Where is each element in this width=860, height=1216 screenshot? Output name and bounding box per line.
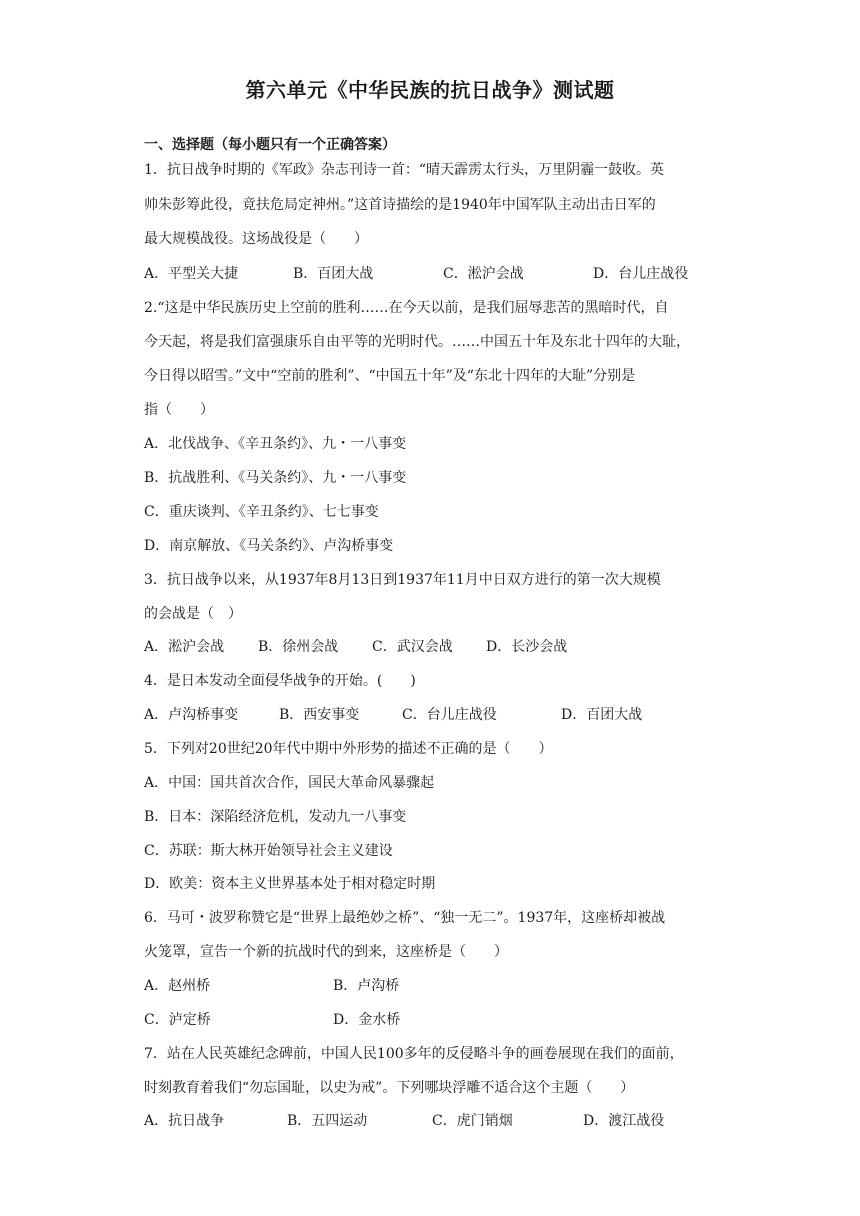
question-1-line-2: 帅朱彭筹此役，竟扶危局定神州。”这首诗描绘的是1940年中国军队主动出击日军的 <box>144 197 656 213</box>
question-4-option-d: D．百团大战 <box>561 707 643 723</box>
question-3-option-c: C．武汉会战 <box>372 639 453 655</box>
question-7-option-d: D．渡江战役 <box>583 1113 665 1129</box>
question-7-line-2: 时刻教育着我们“勿忘国耻，以史为戒”。下列哪块浮雕不适合这个主题（ ） <box>144 1080 635 1096</box>
question-1-line-3: 最大规模战役。这场战役是（ ） <box>144 231 368 247</box>
question-2-option-d: D．南京解放、《马关条约》、卢沟桥事变 <box>144 538 394 554</box>
question-5-line-1: 5．下列对20世纪20年代中期中外形势的描述不正确的是（ ） <box>144 741 553 757</box>
question-3-option-a: A．淞沪会战 <box>144 639 225 655</box>
question-2-line-2: 今天起，将是我们富强康乐自由平等的光明时代。……中国五十年及东北十四年的大耻， <box>144 334 690 350</box>
question-7-line-1: 7．站在人民英雄纪念碑前，中国人民100多年的反侵略斗争的画卷展现在我们的面前， <box>144 1046 684 1062</box>
question-5-option-b: B．日本：深陷经济危机，发动九一八事变 <box>144 809 407 825</box>
question-3-option-d: D．长沙会战 <box>486 639 568 655</box>
question-2-option-c: C．重庆谈判、《辛丑条约》、七七事变 <box>144 504 379 520</box>
question-5-option-d: D．欧美：资本主义世界基本处于相对稳定时期 <box>144 876 436 892</box>
question-2-option-a: A．北伐战争、《辛丑条约》、九・一八事变 <box>144 436 407 452</box>
question-2-option-b: B．抗战胜利、《马关条约》、九・一八事变 <box>144 470 407 486</box>
question-1-option-c: C．淞沪会战 <box>443 266 524 282</box>
question-3-option-b: B．徐州会战 <box>258 639 339 655</box>
question-5-option-a: A．中国：国共首次合作，国民大革命风暴骤起 <box>144 775 435 791</box>
question-1-option-d: D．台儿庄战役 <box>593 266 689 282</box>
question-1-option-b: B．百团大战 <box>293 266 374 282</box>
question-4-line-1: 4．是日本发动全面侵华战争的开始。( ) <box>144 673 416 689</box>
question-6-line-2: 火笼罩，宣告一个新的抗战时代的到来，这座桥是（ ） <box>144 944 508 960</box>
question-3-line-2: 的会战是（ ） <box>144 606 242 622</box>
question-7-option-b: B．五四运动 <box>287 1113 368 1129</box>
question-6-line-1: 6．马可・波罗称赞它是“世界上最绝妙之桥”、“独一无二”。1937年，这座桥却被战 <box>144 910 666 926</box>
question-2-line-3: 今日得以昭雪。”文中“空前的胜利”、“中国五十年”及“东北十四年的大耻”分别是 <box>144 368 636 384</box>
question-6-option-c: C．泸定桥 <box>144 1012 211 1028</box>
question-2-line-1: 2.“这是中华民族历史上空前的胜利……在今天以前，是我们屈辱悲苦的黑暗时代，自 <box>144 300 669 316</box>
question-2-line-4: 指（ ） <box>144 402 214 418</box>
question-7-option-c: C．虎门销烟 <box>432 1113 513 1129</box>
question-4-option-c: C．台儿庄战役 <box>402 707 497 723</box>
section-heading: 一、选择题（每小题只有一个正确答案） <box>144 137 396 153</box>
page-title: 第六单元《中华民族的抗日战争》测试题 <box>245 78 615 102</box>
question-4-option-b: B．西安事变 <box>279 707 360 723</box>
question-6-option-a: A．赵州桥 <box>144 978 211 994</box>
question-1-line-1: 1．抗日战争时期的《军政》杂志刊诗一首：“晴天霹雳太行头，万里阴霾一鼓收。英 <box>144 162 665 178</box>
question-1-option-a: A．平型关大捷 <box>144 266 239 282</box>
question-6-option-b: B．卢沟桥 <box>333 978 400 994</box>
question-5-option-c: C．苏联：斯大林开始领导社会主义建设 <box>144 843 393 859</box>
question-7-option-a: A．抗日战争 <box>144 1113 225 1129</box>
question-6-option-d: D．金水桥 <box>333 1012 401 1028</box>
question-3-line-1: 3．抗日战争以来，从1937年8月13日到1937年11月中日双方进行的第一次大规模 <box>144 572 661 588</box>
question-4-option-a: A．卢沟桥事变 <box>144 707 239 723</box>
